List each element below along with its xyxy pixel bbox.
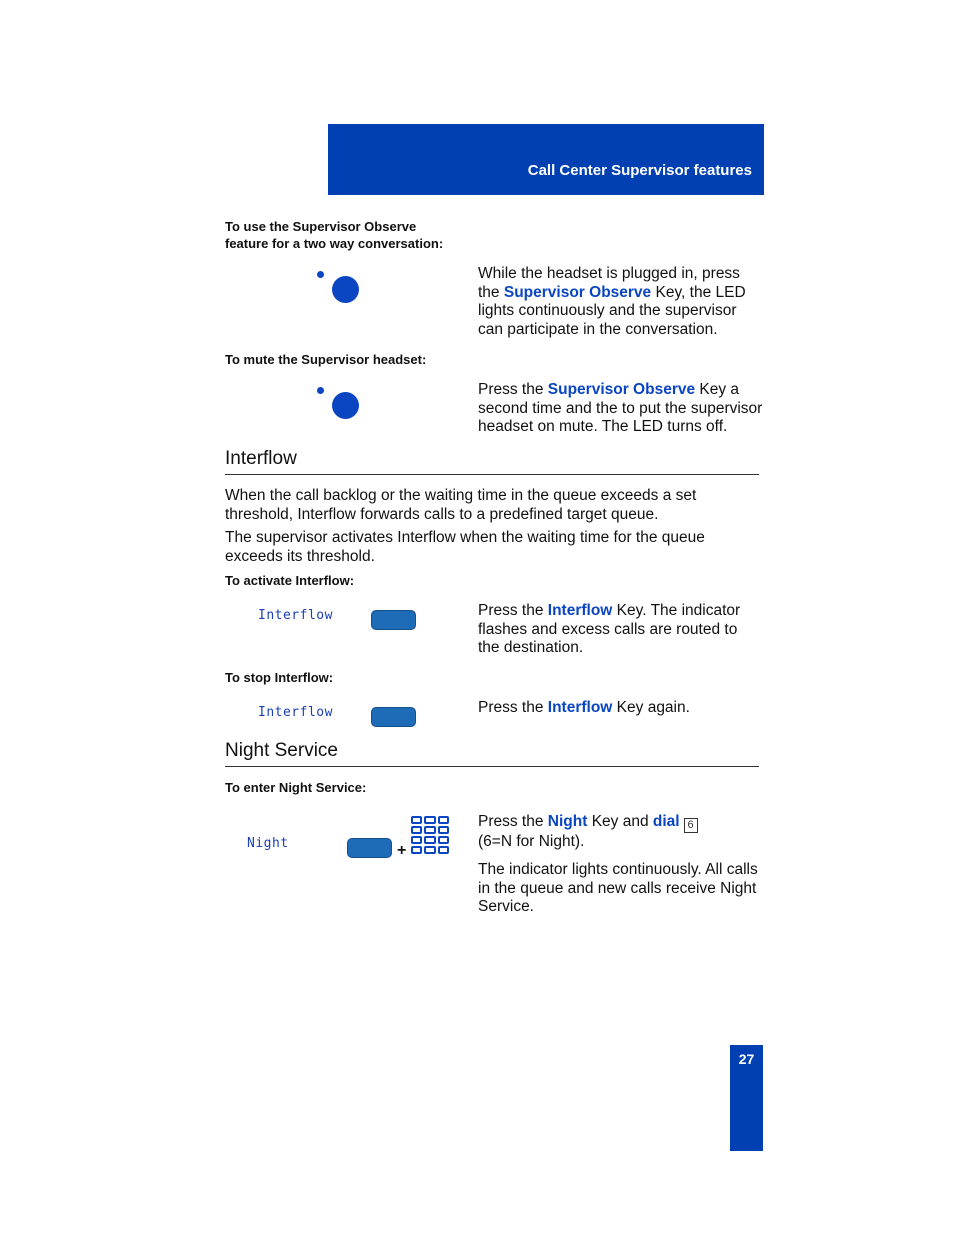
page-number-tab xyxy=(730,1045,763,1151)
interflow-activation-note: The supervisor activates Interflow when the waiting time for the queue exceeds its threshold. xyxy=(225,529,705,565)
supervisor-observe-key[interactable] xyxy=(332,392,359,419)
led-indicator-icon xyxy=(317,271,324,278)
interflow-display-label: Interflow xyxy=(258,705,333,720)
enter-night-service-instructions: Press the Night Key and dial 6 (6=N for Night). xyxy=(478,813,763,852)
interflow-keyword: Interflow xyxy=(547,602,613,619)
mute-headset-instructions: Press the Supervisor Observe Key a second time and the to put the supervisor headset on mute. The LED turns off. xyxy=(478,381,763,436)
mute-headset-heading: To mute the Supervisor headset: xyxy=(225,352,427,367)
activate-interflow-heading: To activate Interflow: xyxy=(225,573,355,588)
interflow-section-title: Interflow xyxy=(225,448,297,469)
stop-interflow-instructions: Press the Interflow Key again. xyxy=(478,699,690,716)
interflow-description: When the call backlog or the waiting time in the queue exceeds a set threshold, Interflow forwards calls to a predefined target queue. xyxy=(225,487,697,523)
enter-night-service-heading: To enter Night Service: xyxy=(225,780,367,795)
observe-two-way-heading: To use the Supervisor Observe feature for a two way conversation: xyxy=(225,219,444,251)
supervisor-observe-keyword: Supervisor Observe xyxy=(547,381,696,398)
header-bar xyxy=(328,124,764,195)
night-display-label: Night xyxy=(247,836,289,851)
supervisor-observe-key[interactable] xyxy=(332,276,359,303)
section-divider xyxy=(225,766,759,767)
activate-interflow-instructions: Press the Interflow Key. The indicator flashes and excess calls are routed to the destination. xyxy=(478,602,741,657)
interflow-keyword: Interflow xyxy=(547,699,613,716)
dialpad-icon[interactable] xyxy=(411,816,449,854)
interflow-key[interactable] xyxy=(371,610,416,630)
observe-two-way-instructions: While the headset is plugged in, press the Supervisor Observe Key, the LED lights continuously and the supervisor can participate in the conversation. xyxy=(478,265,746,339)
plus-sign: + xyxy=(397,842,407,859)
interflow-display-label: Interflow xyxy=(258,608,333,623)
dial-keyword: dial xyxy=(652,813,680,830)
digit-6-key-icon: 6 xyxy=(684,818,698,833)
header-title: Call Center Supervisor features xyxy=(527,162,752,179)
led-indicator-icon xyxy=(317,387,324,394)
stop-interflow-heading: To stop Interflow: xyxy=(225,670,334,685)
section-divider xyxy=(225,474,759,475)
interflow-key[interactable] xyxy=(371,707,416,727)
page-number: 27 xyxy=(738,1051,755,1067)
night-service-section-title: Night Service xyxy=(225,740,338,761)
night-key[interactable] xyxy=(347,838,392,858)
night-keyword: Night xyxy=(547,813,588,830)
supervisor-observe-keyword: Supervisor Observe xyxy=(503,283,652,301)
night-service-result: The indicator lights continuously. All calls in the queue and new calls receive Night Service. xyxy=(478,861,758,916)
